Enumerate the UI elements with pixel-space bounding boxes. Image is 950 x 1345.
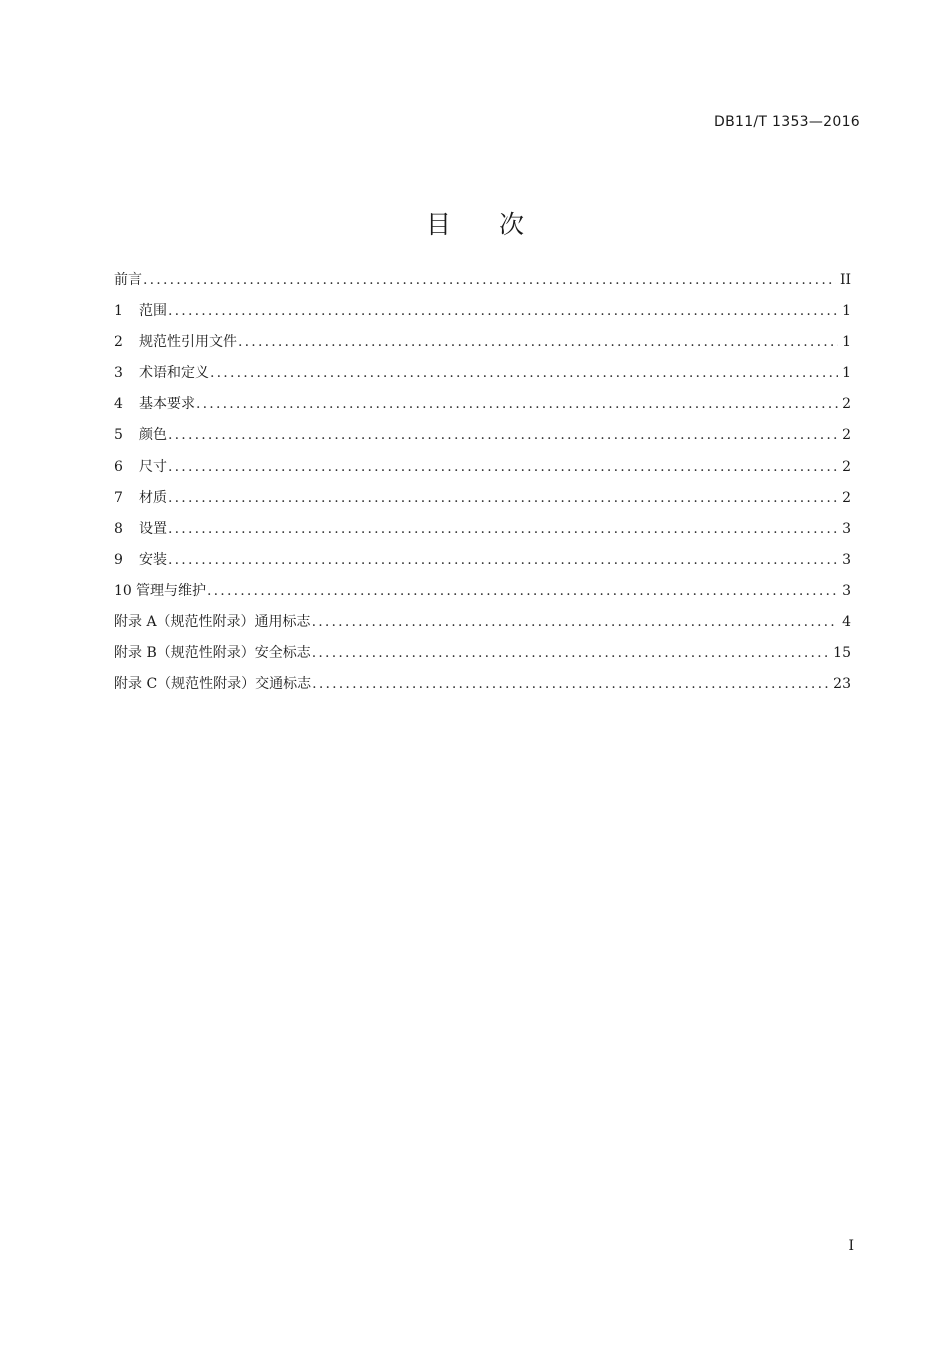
toc-entry[interactable] xyxy=(114,669,851,700)
toc-entry-label: 范围 xyxy=(139,303,167,320)
document-code: DB11/T 1353—2016 xyxy=(714,114,860,130)
toc-entry-label: 前言 xyxy=(114,272,142,288)
toc-entry-page: 1 xyxy=(842,334,851,351)
toc-entry-page: 2 xyxy=(842,489,851,506)
toc-entry[interactable] xyxy=(114,638,851,669)
toc-entry-number: 6 xyxy=(114,458,123,475)
toc-entry-page: 3 xyxy=(842,520,851,537)
toc-leader-dots xyxy=(168,296,838,327)
toc-entry-label: 管理与维护 xyxy=(136,582,206,599)
toc-entry[interactable] xyxy=(114,358,851,389)
toc-entry-label: 附录 A（规范性附录）通用标志 xyxy=(114,614,311,631)
toc-entry-label: 尺寸 xyxy=(139,458,167,475)
toc-leader-dots xyxy=(196,389,838,420)
toc-entry-page: 4 xyxy=(842,614,851,631)
toc-entry-page: 15 xyxy=(833,645,851,662)
toc-entry[interactable] xyxy=(114,420,851,451)
toc-entry-page: 3 xyxy=(842,582,851,599)
toc-leader-dots xyxy=(168,420,838,451)
toc-entry-page: 1 xyxy=(842,365,851,382)
toc-leader-dots xyxy=(312,607,839,638)
toc-entry[interactable] xyxy=(114,576,851,607)
toc-entry[interactable] xyxy=(114,514,851,545)
toc-entry-page: 23 xyxy=(833,676,851,693)
toc-leader-dots xyxy=(238,327,838,358)
toc-entry[interactable] xyxy=(114,607,851,638)
toc-entry[interactable] xyxy=(114,296,851,327)
toc-entry-label: 规范性引用文件 xyxy=(139,334,237,351)
toc-entry-label: 设置 xyxy=(139,520,167,537)
toc-entry-page: II xyxy=(839,272,851,288)
toc-leader-dots xyxy=(312,669,829,700)
toc-entry[interactable] xyxy=(114,265,851,296)
toc-entry-label: 附录 C（规范性附录）交通标志 xyxy=(114,676,312,693)
toc-entry-number: 8 xyxy=(114,520,123,537)
toc-entry[interactable] xyxy=(114,327,851,358)
toc-entry-label: 基本要求 xyxy=(139,396,195,413)
toc-entry[interactable] xyxy=(114,545,851,576)
toc-leader-dots xyxy=(168,483,838,514)
toc-entry-page: 2 xyxy=(842,396,851,413)
toc-leader-dots xyxy=(207,576,838,607)
toc-entry-number: 7 xyxy=(114,489,123,506)
toc-title-char-1: 目 xyxy=(425,209,451,239)
toc-leader-dots xyxy=(168,545,838,576)
toc-entry-label: 附录 B（规范性附录）安全标志 xyxy=(114,645,311,662)
toc-leader-dots xyxy=(210,358,838,389)
toc-entry-number: 10 xyxy=(114,582,132,599)
table-of-contents xyxy=(114,265,851,700)
toc-entry-label: 材质 xyxy=(139,489,167,506)
page-number: I xyxy=(848,1238,854,1254)
toc-leader-dots xyxy=(168,514,838,545)
toc-title-char-2: 次 xyxy=(499,209,525,239)
toc-entry-number: 4 xyxy=(114,396,123,413)
toc-entry[interactable] xyxy=(114,452,851,483)
toc-entry-number: 5 xyxy=(114,427,123,444)
toc-entry-page: 1 xyxy=(842,303,851,320)
toc-entry-number: 3 xyxy=(114,365,123,382)
toc-entry-number: 2 xyxy=(114,334,123,351)
toc-entry-label: 颜色 xyxy=(139,427,167,444)
toc-entry-label: 安装 xyxy=(139,551,167,568)
toc-leader-dots xyxy=(168,452,838,483)
toc-entry-page: 2 xyxy=(842,458,851,475)
toc-entry-label: 术语和定义 xyxy=(139,365,209,382)
toc-entry[interactable] xyxy=(114,389,851,420)
toc-entry-page: 2 xyxy=(842,427,851,444)
toc-title xyxy=(0,205,950,241)
toc-entry-page: 3 xyxy=(842,551,851,568)
toc-leader-dots xyxy=(143,265,836,296)
toc-entry-number: 1 xyxy=(114,303,123,320)
toc-leader-dots xyxy=(312,638,829,669)
toc-entry[interactable] xyxy=(114,483,851,514)
toc-entry-number: 9 xyxy=(114,551,123,568)
